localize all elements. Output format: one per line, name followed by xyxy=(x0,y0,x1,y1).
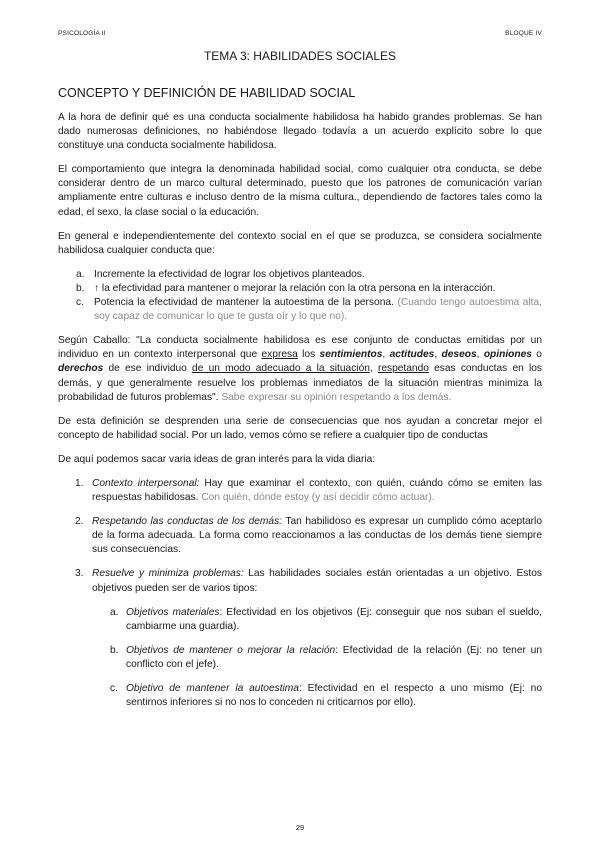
list-marker: 1. xyxy=(75,477,84,489)
document-title: TEMA 3: HABILIDADES SOCIALES xyxy=(203,49,397,63)
ideas-numbered-list xyxy=(58,477,542,710)
paragraph-ideas: De aquí podemos sacar varia ideas de gran interés para la vida diaria: xyxy=(58,453,376,465)
text-run: esas conductas en los demás, y que generalmente resuelve los problemas inmediatos de la situación mientras minimiza la probabilidad de futuros problemas". xyxy=(58,363,543,403)
emphasis-term: sentimientos xyxy=(319,349,383,361)
document-body xyxy=(58,111,542,720)
list-item-text: : Efectividad en los objetivos (Ej: conseguir que nos suban el sueldo, cambiarme una guardia). xyxy=(126,606,542,632)
paragraph-intro: A la hora de definir qué es una conducta socialmente habilidosa ha habido grandes problemas. Se han dado numerosas definiciones, no habiéndose llegado todavía a un acuerdo explícito sobre lo que constituye una conducta socialmente habilidosa. xyxy=(58,112,542,152)
list-marker: b. xyxy=(76,282,85,294)
list-item xyxy=(92,644,542,672)
list-item xyxy=(58,296,542,324)
annotation-note: Sabe expresar su opinión respetando a los demás. xyxy=(221,391,452,403)
text-run: Según Caballo: "La conducta socialmente habilidosa es ese conjunto de conductas emitidas por un individuo en un contexto interpersonal que xyxy=(58,335,542,361)
list-item-text: Tan habilidoso es expresar un cumplido cómo aceptarlo de la forma adecuada. La forma como reaccionamos a las conductas de los demás tiene siempre sus consecuencias. xyxy=(92,516,542,556)
list-marker: 2. xyxy=(75,516,84,528)
annotation-note: Con quién, dónde estoy (y así decidir cómo actuar). xyxy=(201,492,435,504)
list-marker: b. xyxy=(110,644,119,656)
section-title: CONCEPTO Y DEFINICIÓN DE HABILIDAD SOCIAL xyxy=(58,86,356,100)
list-marker: c. xyxy=(76,297,84,309)
list-item xyxy=(58,515,542,557)
text-run: , xyxy=(476,349,484,361)
conduct-criteria-list xyxy=(58,268,542,324)
emphasis-term: derechos xyxy=(58,363,104,375)
list-item-text: Potencia la efectividad de mantener la autoestima de la persona. xyxy=(94,297,394,309)
header-subject: PSICOLOGÍA II xyxy=(58,30,106,37)
paragraph-caballo-definition xyxy=(58,334,542,404)
list-marker: 3. xyxy=(75,568,84,580)
paragraph-general: En general e independientemente del contexto social en el que se produzca, se considera socialmente habilidosa cualquier conducta que: xyxy=(58,230,542,256)
list-item-term: Objetivo de mantener la autoestima xyxy=(126,683,299,694)
list-item-text: Incremente la efectividad de lograr los objetivos planteados. xyxy=(94,268,365,280)
paragraph-cultural: El comportamiento que integra la denominada habilidad social, como cualquier otra conducta, se debe considerar dentro de un marco cultural determinado, puesto que los patrones de comunicación varían ampliamente entre culturas e incluso dentro de la misma cultura., dependiendo de factores tales como la edad, el sexo, la clase social o la educación. xyxy=(58,164,542,218)
header-block: BLOQUE IV xyxy=(505,30,542,37)
list-item-term: Resuelve y minimiza problemas: xyxy=(92,568,244,580)
list-item-text: Las habilidades sociales están orientadas a un objetivo. Estos objetivos pueden ser de varios tipos: xyxy=(92,568,542,594)
text-run: , xyxy=(382,349,390,361)
objectives-sublist xyxy=(92,606,542,711)
list-item xyxy=(92,606,542,634)
text-run: de ese individuo xyxy=(103,363,193,375)
text-run: o xyxy=(531,349,542,361)
emphasis-term: deseos xyxy=(441,349,477,361)
text-run: los xyxy=(297,349,320,361)
list-item-text: : Efectividad de la relación (Ej: no tener un conflicto con el jefe). xyxy=(126,644,542,670)
list-item-term: Objetivos materiales xyxy=(126,606,220,618)
page-number: 29 xyxy=(295,823,305,832)
list-item xyxy=(58,282,542,296)
list-item-term: Respetando las conductas de los demás: xyxy=(92,516,283,528)
list-item xyxy=(58,477,542,505)
underlined-term: respetando xyxy=(377,363,429,375)
list-item xyxy=(92,682,542,710)
list-marker: a. xyxy=(110,606,119,618)
list-item xyxy=(58,567,542,710)
underlined-term: expresa xyxy=(261,349,298,361)
list-item-text: : Efectividad en el respecto a uno mismo (Ej: no sentirnos inferiores si no nos lo conceden ni criticarnos por ello). xyxy=(126,683,543,709)
list-marker: c. xyxy=(110,683,118,694)
text-run: , xyxy=(369,363,378,375)
list-item-term: Contexto interpersonal: xyxy=(92,477,200,489)
list-marker: a. xyxy=(76,268,85,280)
emphasis-term: opiniones xyxy=(483,349,532,361)
list-item xyxy=(58,268,542,282)
annotation-note: (Cuando tengo autoestima alta, soy capaz de comunicar lo que te gusta oír y lo que no). xyxy=(94,297,542,323)
emphasis-term: actitudes xyxy=(389,349,435,361)
list-item-text: Hay que examinar el contexto, con quién, cuándo cómo se emiten las respuestas habilidosas. xyxy=(92,477,542,504)
paragraph-consequences: De esta definición se desprenden una serie de consecuencias que nos ayudan a concretar mejor el concepto de habilidad social. Por un lado, vemos cómo se refiere a cualquier tipo de conductas xyxy=(58,415,542,441)
list-item-text: ↑ la efectividad para mantener o mejorar la relación con la otra persona en la interacción. xyxy=(94,282,496,294)
list-item-term: Objetivos de mantener o mejorar la relación xyxy=(126,644,336,656)
underlined-term: de un modo adecuado a la situación xyxy=(192,363,370,375)
text-run: , xyxy=(434,349,442,361)
